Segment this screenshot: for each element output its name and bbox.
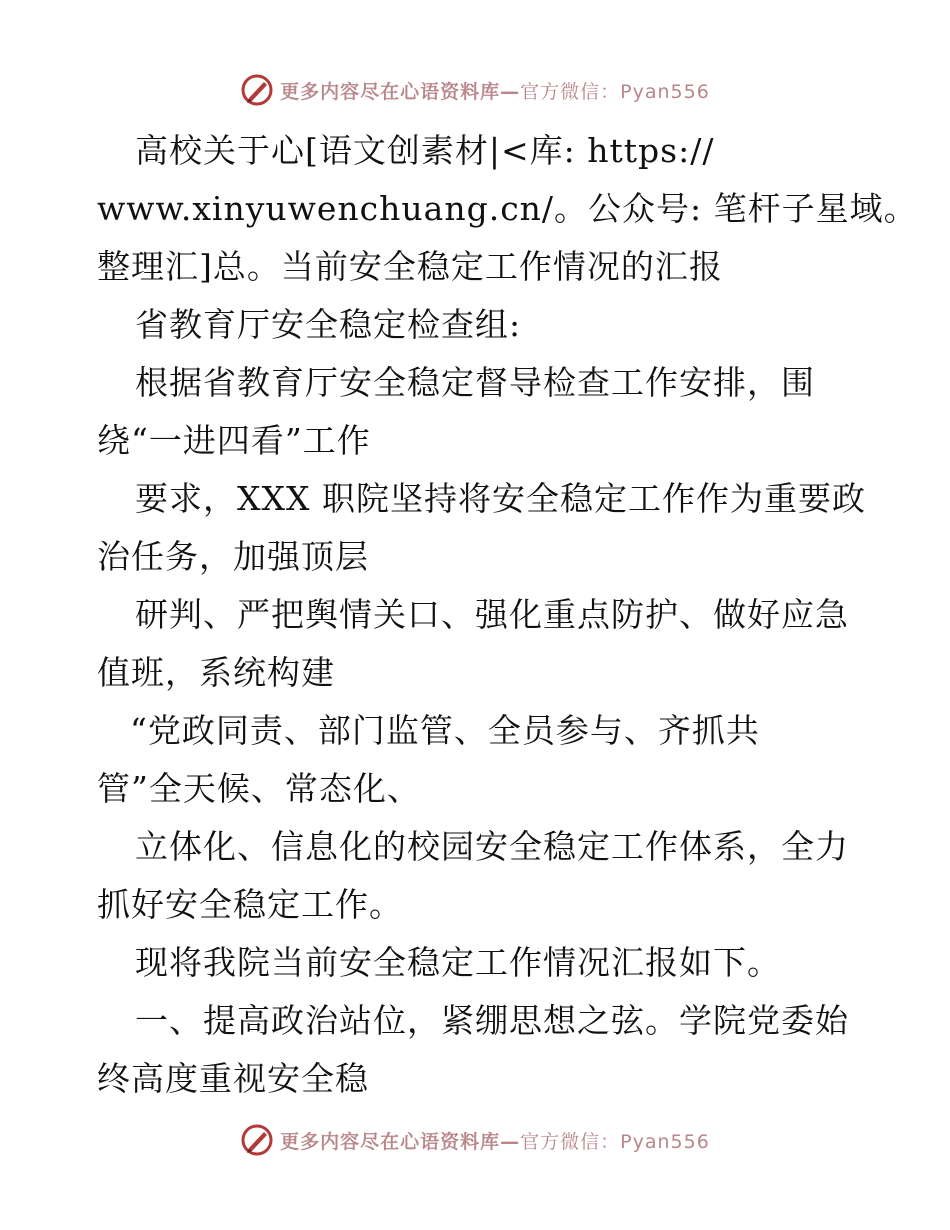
paragraph-line: 抓好安全稳定工作。 (97, 885, 403, 924)
paragraph-line: “党政同责、部门监管、全员参与、齐抓共 (130, 711, 760, 750)
paragraph-line: www.xinyuwenchuang.cn/。公众号: 笔杆子星域。 (97, 189, 918, 228)
paragraph-line: 现将我院当前安全稳定工作情况汇报如下。 (135, 943, 781, 982)
banner-text (280, 77, 710, 104)
paragraph-line: 终高度重视安全稳 (97, 1059, 369, 1098)
banner-text (280, 1127, 710, 1154)
header-watermark-banner (0, 70, 950, 110)
paragraph-line: 根据省教育厅安全稳定督导检查工作安排，围 (135, 363, 815, 402)
paragraph-line: 研判、严把舆情关口、强化重点防护、做好应急 (135, 595, 849, 634)
document-body (97, 122, 918, 1108)
section-heading-line: 一、提高政治站位，紧绷思想之弦。学院党委始 (135, 1001, 849, 1040)
pen-seal-logo-icon (240, 1123, 274, 1157)
pen-seal-logo-icon (240, 73, 274, 107)
paragraph-line: 要求，XXX 职院坚持将安全稳定工作作为重要政 (135, 479, 866, 518)
banner-site-text: 更多内容尽在心语资料库— (280, 1130, 521, 1153)
paragraph-line: 绕“一进四看”工作 (97, 421, 371, 460)
banner-wechat-text: 官方微信：Pyan556 (520, 80, 710, 103)
paragraph-line: 值班，系统构建 (97, 653, 335, 692)
paragraph-line: 治任务，加强顶层 (97, 537, 369, 576)
paragraph-line: 管”全天候、常态化、 (97, 769, 421, 808)
banner-site-text: 更多内容尽在心语资料库— (280, 80, 521, 103)
banner-wechat-text: 官方微信：Pyan556 (520, 1130, 710, 1153)
salutation-line: 省教育厅安全稳定检查组: (135, 305, 522, 344)
paragraph-line: 高校关于心[语文创素材|<库: https:// (135, 131, 715, 170)
footer-watermark-banner (0, 1120, 950, 1160)
paragraph-line: 立体化、信息化的校园安全稳定工作体系，全力 (135, 827, 849, 866)
paragraph-line: 整理汇]总。当前安全稳定工作情况的汇报 (97, 247, 723, 286)
